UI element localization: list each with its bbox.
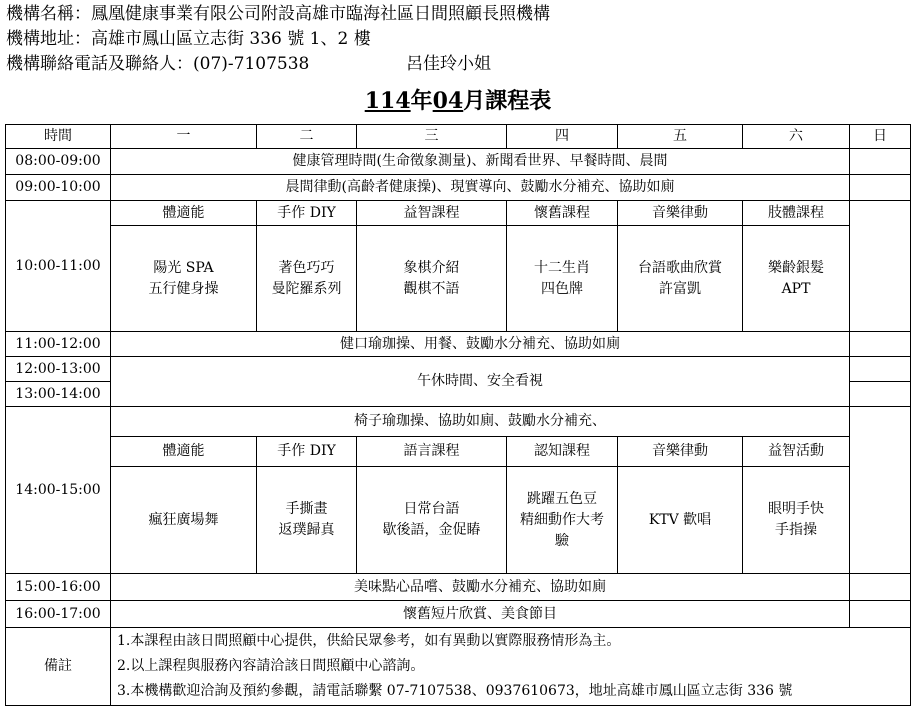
activity-cell: 健口瑜珈操、用餐、鼓勵水分補充、協助如廁 bbox=[111, 332, 850, 357]
row-0800 bbox=[6, 149, 911, 175]
org-name: 機構名稱：鳳凰健康事業有限公司附設高雄市臨海社區日間照顧長照機構 bbox=[6, 4, 550, 24]
time-cell: 12:00-13:00 bbox=[6, 357, 111, 382]
course-activity: KTV 歡唱 bbox=[618, 467, 743, 574]
activity-cell: 椅子瑜珈操、協助如廁、鼓勵水分補充、 bbox=[111, 407, 850, 437]
sunday-cell bbox=[850, 149, 911, 175]
course-activity: 十二生肖 四色牌 bbox=[507, 226, 618, 332]
org-phone: 機構聯絡電話及聯絡人：(07)-7107538 bbox=[6, 54, 310, 74]
course-category: 懷舊課程 bbox=[507, 201, 618, 226]
course-activity: 瘋狂廣場舞 bbox=[111, 467, 257, 574]
activity-cell: 美味點心品嚐、鼓勵水分補充、協助如廁 bbox=[111, 574, 850, 601]
course-category: 肢體課程 bbox=[743, 201, 850, 226]
activity-cell: 午休時間、安全看視 bbox=[111, 357, 850, 407]
sunday-cell bbox=[850, 601, 911, 628]
org-address: 機構地址：高雄市鳳山區立志街 336 號 1、2 樓 bbox=[6, 29, 371, 49]
header-sat: 六 bbox=[743, 125, 850, 149]
activity-cell: 懷舊短片欣賞、美食節目 bbox=[111, 601, 850, 628]
activity-cell: 晨間律動(高齡者健康操)、現實導向、鼓勵水分補充、協助如廁 bbox=[111, 175, 850, 201]
course-category: 手作 DIY bbox=[257, 201, 357, 226]
title-month-suffix: 月課程表 bbox=[463, 88, 552, 114]
header-wed: 三 bbox=[357, 125, 507, 149]
header-fri: 五 bbox=[618, 125, 743, 149]
course-activity: 著色巧巧 曼陀羅系列 bbox=[257, 226, 357, 332]
title-year-suffix: 年 bbox=[410, 88, 433, 114]
row-1100 bbox=[6, 332, 911, 357]
course-activity: 台語歌曲欣賞 許富凱 bbox=[618, 226, 743, 332]
schedule-table bbox=[5, 124, 911, 706]
org-phone-line bbox=[6, 53, 491, 75]
sunday-cell bbox=[850, 357, 911, 382]
course-category: 語言課程 bbox=[357, 437, 507, 467]
time-cell: 09:00-10:00 bbox=[6, 175, 111, 201]
header-thu: 四 bbox=[507, 125, 618, 149]
sunday-cell bbox=[850, 407, 911, 574]
sunday-cell bbox=[850, 175, 911, 201]
course-category: 體適能 bbox=[111, 201, 257, 226]
time-cell: 10:00-11:00 bbox=[6, 201, 111, 332]
course-activity: 樂齡銀髮 APT bbox=[743, 226, 850, 332]
course-activity: 眼明手快 手指操 bbox=[743, 467, 850, 574]
course-category: 音樂律動 bbox=[618, 437, 743, 467]
note-item: 1.本課程由該日間照顧中心提供，供給民眾參考，如有異動以實際服務情形為主。 bbox=[117, 633, 621, 649]
title-year: 114 bbox=[364, 88, 411, 114]
course-category: 益智課程 bbox=[357, 201, 507, 226]
notes-cell bbox=[111, 628, 911, 706]
notes-label: 備註 bbox=[6, 628, 111, 706]
course-activity: 陽光 SPA 五行健身操 bbox=[111, 226, 257, 332]
header-time: 時間 bbox=[6, 125, 111, 149]
header-row bbox=[6, 125, 911, 149]
time-cell: 14:00-15:00 bbox=[6, 407, 111, 574]
row-1500 bbox=[6, 574, 911, 601]
row-1600 bbox=[6, 601, 911, 628]
course-category: 益智活動 bbox=[743, 437, 850, 467]
course-category: 認知課程 bbox=[507, 437, 618, 467]
row-1200 bbox=[6, 357, 911, 382]
course-activity: 象棋介紹 觀棋不語 bbox=[357, 226, 507, 332]
row-1400-categories bbox=[6, 437, 911, 467]
title-month: 04 bbox=[432, 88, 464, 114]
course-activity: 手撕畫 返璞歸真 bbox=[257, 467, 357, 574]
row-1000-activities bbox=[6, 226, 911, 332]
course-category: 音樂律動 bbox=[618, 201, 743, 226]
course-category: 手作 DIY bbox=[257, 437, 357, 467]
row-0900 bbox=[6, 175, 911, 201]
notes-row bbox=[6, 628, 911, 706]
course-activity: 跳躍五色豆 精細動作大考 驗 bbox=[507, 467, 618, 574]
time-cell: 15:00-16:00 bbox=[6, 574, 111, 601]
row-1000-categories bbox=[6, 201, 911, 226]
course-activity: 日常台語 歇後語，金促睶 bbox=[357, 467, 507, 574]
time-cell: 08:00-09:00 bbox=[6, 149, 111, 175]
note-item: 2.以上課程與服務內容請洽該日間照顧中心諮詢。 bbox=[117, 658, 425, 674]
time-cell: 13:00-14:00 bbox=[6, 382, 111, 407]
sunday-cell bbox=[850, 574, 911, 601]
course-category: 體適能 bbox=[111, 437, 257, 467]
row-1400-intro bbox=[6, 407, 911, 437]
contact-person: 呂佳玲小姐 bbox=[406, 54, 491, 74]
note-item: 3.本機構歡迎洽詢及預約參觀，請電話聯繫 07-7107538、0937610673，地址高雄市鳳山區立志街 336 號 bbox=[117, 683, 793, 699]
sunday-cell bbox=[850, 201, 911, 332]
sunday-cell bbox=[850, 332, 911, 357]
time-cell: 11:00-12:00 bbox=[6, 332, 111, 357]
time-cell: 16:00-17:00 bbox=[6, 601, 111, 628]
header-tue: 二 bbox=[257, 125, 357, 149]
activity-cell: 健康管理時間(生命徵象測量)、新聞看世界、早餐時間、晨間 bbox=[111, 149, 850, 175]
row-1400-activities bbox=[6, 467, 911, 574]
page-title bbox=[0, 87, 916, 115]
header-sun: 日 bbox=[850, 125, 911, 149]
sunday-cell bbox=[850, 382, 911, 407]
header-mon: 一 bbox=[111, 125, 257, 149]
